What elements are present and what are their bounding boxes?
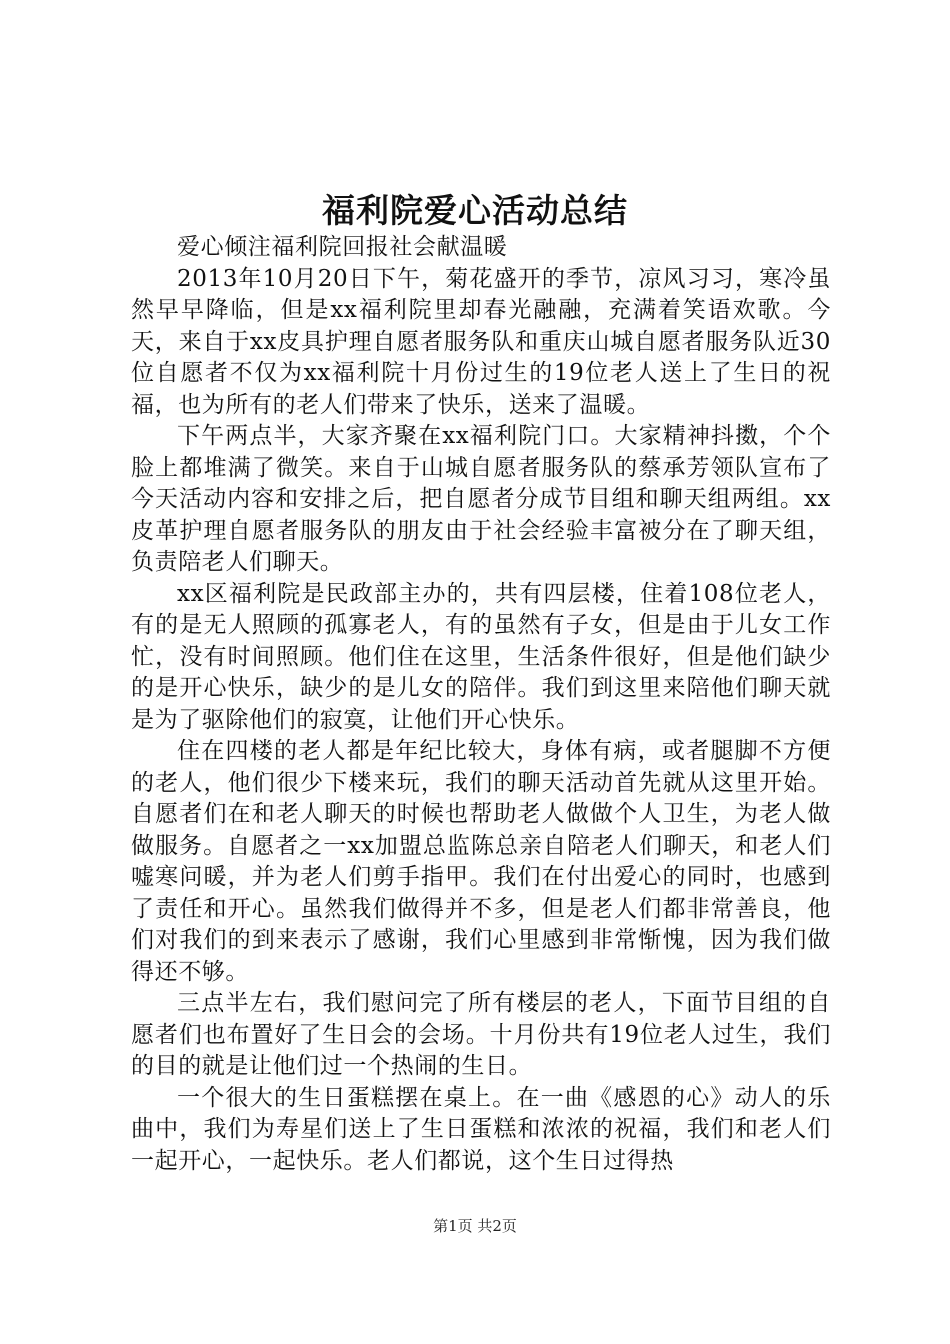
document-body <box>131 232 831 1177</box>
document-title: 福利院爱心活动总结 <box>322 191 628 230</box>
paragraph: 住在四楼的老人都是年纪比较大，身体有病，或者腿脚不方便的老人，他们很少下楼来玩，我们的聊天活动首先就从这里开始。自愿者们在和老人聊天的时候也帮助老人做做个人卫生，为老人做做服务。自愿者之一xx加盟总监陈总亲自陪老人们聊天，和老人们嘘寒问暖，并为老人们剪手指甲。我们在付出爱心的同时，也感到了责任和开心。虽然我们做得并不多，但是老人们都非常善良，他们对我们的到来表示了感谢，我们心里感到非常惭愧，因为我们做得还不够。 <box>131 738 831 985</box>
paragraph: 下午两点半，大家齐聚在xx福利院门口。大家精神抖擞，个个脸上都堆满了微笑。来自于山城自愿者服务队的蔡承芳领队宣布了今天活动内容和安排之后，把自愿者分成节目组和聊天组两组。xx皮革护理自愿者服务队的朋友由于社会经验丰富被分在了聊天组，负责陪老人们聊天。 <box>131 423 831 575</box>
paragraph: 一个很大的生日蛋糕摆在桌上。在一曲《感恩的心》动人的乐曲中，我们为寿星们送上了生日蛋糕和浓浓的祝福，我们和老人们一起开心，一起快乐。老人们都说，这个生日过得热 <box>131 1084 831 1174</box>
paragraph: xx区福利院是民政部主办的，共有四层楼，住着108位老人，有的是无人照顾的孤寡老人，有的虽然有子女，但是由于儿女工作忙，没有时间照顾。他们住在这里，生活条件很好，但是他们缺少的是开心快乐，缺少的是儿女的陪伴。我们到这里来陪他们聊天就是为了驱除他们的寂寞，让他们开心快乐。 <box>131 580 831 733</box>
paragraph: 2013年10月20日下午，菊花盛开的季节，凉风习习，寒冷虽然早早降临，但是xx福利院里却春光融融，充满着笑语欢歌。今天，来自于xx皮具护理自愿者服务队和重庆山城自愿者服务队近30位自愿者不仅为xx福利院十月份过生的19位老人送上了生日的祝福，也为所有的老人们带来了快乐，送来了温暖。 <box>131 265 831 418</box>
page-number-footer: 第1页 共2页 <box>433 1217 517 1235</box>
paragraph-subtitle: 爱心倾注福利院回报社会献温暖 <box>177 234 508 260</box>
paragraph: 三点半左右，我们慰问完了所有楼层的老人，下面节目组的自愿者们也布置好了生日会的会场。十月份共有19位老人过生，我们的目的就是让他们过一个热闹的生日。 <box>131 990 831 1079</box>
